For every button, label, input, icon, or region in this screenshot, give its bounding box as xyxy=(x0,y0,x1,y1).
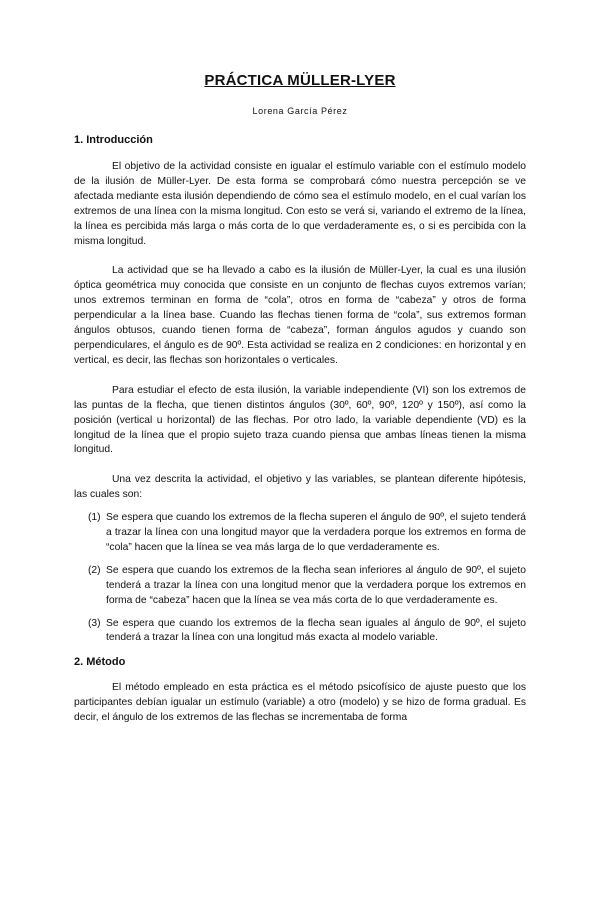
paragraph: El objetivo de la actividad consiste en igualar el estímulo variable con el estímulo modelo de la ilusión de Müller-Lyer. De esta forma se comprobará cómo nuestra percepción se ve afectada mediante esta ilusión dependiendo de cómo sea el estímulo modelo, en el cual varían los extremos de una línea con la misma longitud. Con esto se verá si, variando el extremo de la línea, la línea es percibida más larga o más corta de lo que verdaderamente es, o si es percibida con la misma longitud. xyxy=(74,161,526,247)
paragraph: El método empleado en esta práctica es el método psicofísico de ajuste puesto que los participantes debían igualar un estímulo (variable) a otro (modelo) y se hizo de forma gradual. Es decir, el ángulo de los extremos de las flechas se incrementaba de forma xyxy=(74,682,526,724)
section-heading: 1. Introducción xyxy=(74,134,153,146)
list-text: Se espera que cuando los extremos de la flecha sean inferiores al ángulo de 90º, el sujeto tenderá a trazar la línea con una longitud menor que la verdadera porque los extremos en forma de “cabeza” hacen que la línea se vea más corta de lo que verdaderamente es. xyxy=(106,564,526,606)
paragraph: La actividad que se ha llevado a cabo es la ilusión de Müller-Lyer, la cual es una ilusión óptica geométrica muy conocida que consiste en un conjunto de flechas cuyos extremos varían; unos extremos terminan en forma de “cola”, otros en forma de “cabeza” y otros de forma perpendicular a la línea base. Cuando las flechas tienen forma de “cola”, sus extremos forman ángulos obtusos, cuando tienen forma de “cabeza”, forman ángulos agudos y cuando son perpendiculares, el ángulo es de 90º. Esta actividad se realiza en 2 condiciones: en horizontal y en vertical, es decir, las flechas son horizontales o verticales. xyxy=(74,265,526,366)
document-title: PRÁCTICA MÜLLER-LYER xyxy=(204,72,396,89)
list-text: Se espera que cuando los extremos de la flecha sean iguales al ángulo de 90º, el sujeto tenderá a trazar la línea con una longitud más exacta al modelo variable. xyxy=(106,617,526,644)
list-number: (1) xyxy=(88,512,101,524)
section-introduccion xyxy=(74,134,526,646)
list-number: (2) xyxy=(88,564,101,576)
list-item xyxy=(74,617,526,647)
hypotheses-list xyxy=(74,511,526,646)
paragraph: Una vez descrita la actividad, el objetivo y las variables, se plantean diferente hipótesis, las cuales son: xyxy=(74,474,526,501)
list-item xyxy=(74,511,526,556)
paragraph: Para estudiar el efecto de esta ilusión, la variable independiente (VI) son los extremos de las puntas de la flecha, que tienen distintos ángulos (30º, 60º, 90º, 120º y 150º), así como la posición (vertical u horizontal) de las flechas. Por otro lado, la variable dependiente (VD) es la longitud de la línea que el propio sujeto traza cuando piensa que ambas líneas tienen la misma longitud. xyxy=(74,384,526,456)
author-name: Lorena García Pérez xyxy=(252,106,348,116)
document-page xyxy=(0,72,600,920)
section-heading: 2. Método xyxy=(74,656,126,669)
section-metodo xyxy=(74,656,526,726)
list-item xyxy=(74,564,526,609)
list-text: Se espera que cuando los extremos de la flecha superen el ángulo de 90º, el sujeto tenderá a trazar la línea con una longitud mayor que la verdadera porque los extremos en forma de “cola” hacen que la línea se vea más larga de lo que verdaderamente es. xyxy=(106,512,526,553)
list-number: (3) xyxy=(88,617,101,629)
